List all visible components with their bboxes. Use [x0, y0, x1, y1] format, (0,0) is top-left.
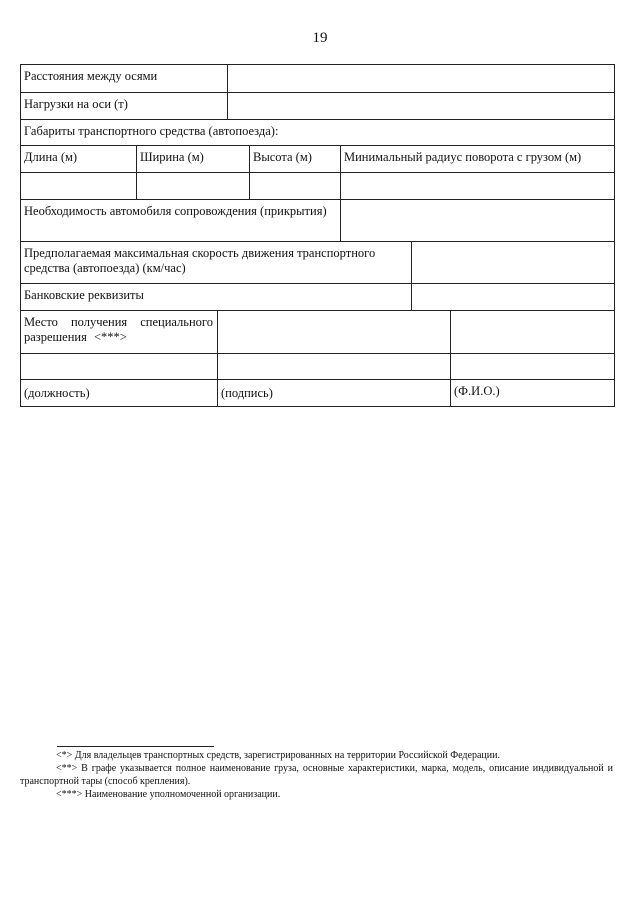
footnote-separator: [57, 746, 214, 747]
max-speed-label: Предполагаемая максимальная скорость движения транспортного средства (автопоезда) (км/час): [24, 246, 376, 275]
dimension-values-row: [21, 172, 614, 199]
axle-load-label: Нагрузки на оси (т): [24, 97, 128, 111]
axle-distance-label: Расстояния между осями: [24, 69, 158, 83]
full-name-label: (Ф.И.О.): [450, 380, 614, 406]
position-label: (должность): [24, 386, 90, 400]
width-field[interactable]: [136, 173, 249, 199]
dimensions-header-row: [21, 119, 614, 145]
turn-radius-label: Минимальный радиус поворота с грузом (м): [340, 146, 614, 172]
escort-field[interactable]: [340, 200, 614, 241]
footnote-1: <*> Для владельцев транспортных средств, зарегистрированных на территории Российской Федерации.: [56, 750, 500, 761]
footnote-2: <**> В графе указывается полное наименование груза, основные характеристики, марка, модель, описание индивидуальной и транспортной тары (способ крепления).: [20, 763, 613, 787]
full-name-field[interactable]: [450, 354, 614, 379]
permit-place-field[interactable]: [217, 311, 450, 353]
permit-place-extra-field[interactable]: [450, 311, 614, 353]
footnotes: [20, 746, 613, 801]
signature-label: (подпись): [217, 380, 450, 406]
max-speed-row: [21, 241, 614, 283]
axle-load-field[interactable]: [227, 93, 614, 119]
length-field[interactable]: [21, 173, 136, 199]
dimensions-label: Габариты транспортного средства (автопоезда):: [24, 124, 279, 138]
footnote-3: <***> Наименование уполномоченной организации.: [56, 789, 281, 800]
height-label: Высота (м): [249, 146, 340, 172]
axle-load-row: [21, 92, 614, 119]
permit-place-row: [21, 310, 614, 353]
signature-field[interactable]: [217, 354, 450, 379]
escort-label: Необходимость автомобиля сопровождения (прикрытия): [24, 204, 327, 218]
length-label: Длина (м): [24, 150, 78, 164]
height-field[interactable]: [249, 173, 340, 199]
dimension-columns-row: [21, 145, 614, 172]
signature-blank-row: [21, 353, 614, 379]
escort-row: [21, 199, 614, 241]
width-label: Ширина (м): [136, 146, 249, 172]
page-number: 19: [312, 30, 328, 46]
axle-distance-field[interactable]: [227, 65, 614, 92]
bank-details-label: Банковские реквизиты: [24, 288, 144, 302]
bank-details-row: [21, 283, 614, 310]
signature-labels-row: [21, 379, 614, 406]
position-field[interactable]: [21, 354, 217, 379]
axle-distance-row: [21, 65, 614, 92]
max-speed-field[interactable]: [411, 242, 614, 283]
turn-radius-field[interactable]: [340, 173, 614, 199]
bank-details-field[interactable]: [411, 284, 614, 310]
application-form-table: [20, 64, 615, 407]
permit-place-label: Место получения специального разрешения <***>: [24, 315, 213, 344]
